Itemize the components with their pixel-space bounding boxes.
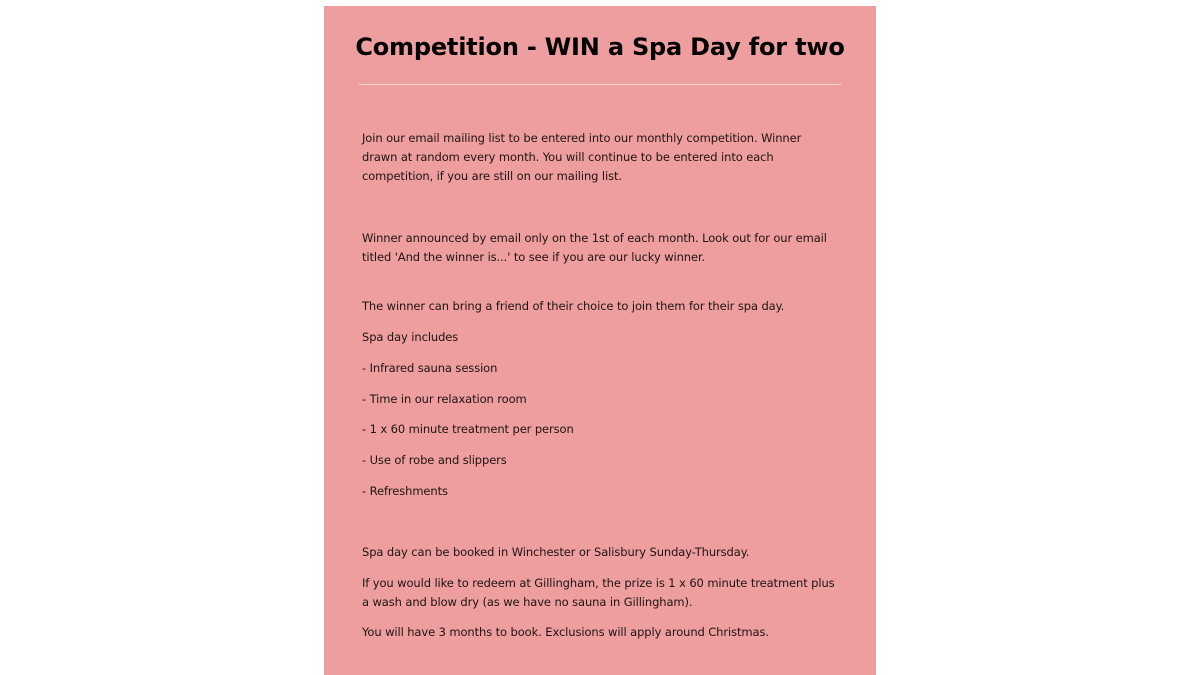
- list-item: - Infrared sauna session: [362, 361, 498, 375]
- booking-period-paragraph: You will have 3 months to book. Exclusions will apply around Christmas.: [362, 625, 769, 639]
- winner-announcement-paragraph: Winner announced by email only on the 1st of each month. Look out for our email titled 'And the winner is...' to see if you are our lucky winner.: [362, 231, 827, 264]
- bring-friend-paragraph: The winner can bring a friend of their choice to join them for their spa day.: [362, 299, 785, 313]
- mailing-list-paragraph: Join our email mailing list to be entered into our monthly competition. Winner drawn at random every month. You will continue to be entered into each competition, if you are still on our mailing list.: [362, 131, 802, 183]
- list-item: - Time in our relaxation room: [362, 392, 527, 406]
- list-item: - Use of robe and slippers: [362, 453, 507, 467]
- spa-day-includes-heading: Spa day includes: [362, 330, 459, 344]
- gillingham-paragraph: If you would like to redeem at Gillingham, the prize is 1 x 60 minute treatment plus a wash and blow dry (as we have no sauna in Gillingham).: [362, 576, 835, 609]
- booking-locations-paragraph: Spa day can be booked in Winchester or Salisbury Sunday-Thursday.: [362, 545, 750, 559]
- title-divider: [359, 84, 841, 85]
- page-title: Competition - WIN a Spa Day for two: [355, 33, 845, 61]
- competition-panel: [324, 6, 876, 675]
- list-item: - 1 x 60 minute treatment per person: [362, 422, 574, 436]
- list-item: - Refreshments: [362, 484, 448, 498]
